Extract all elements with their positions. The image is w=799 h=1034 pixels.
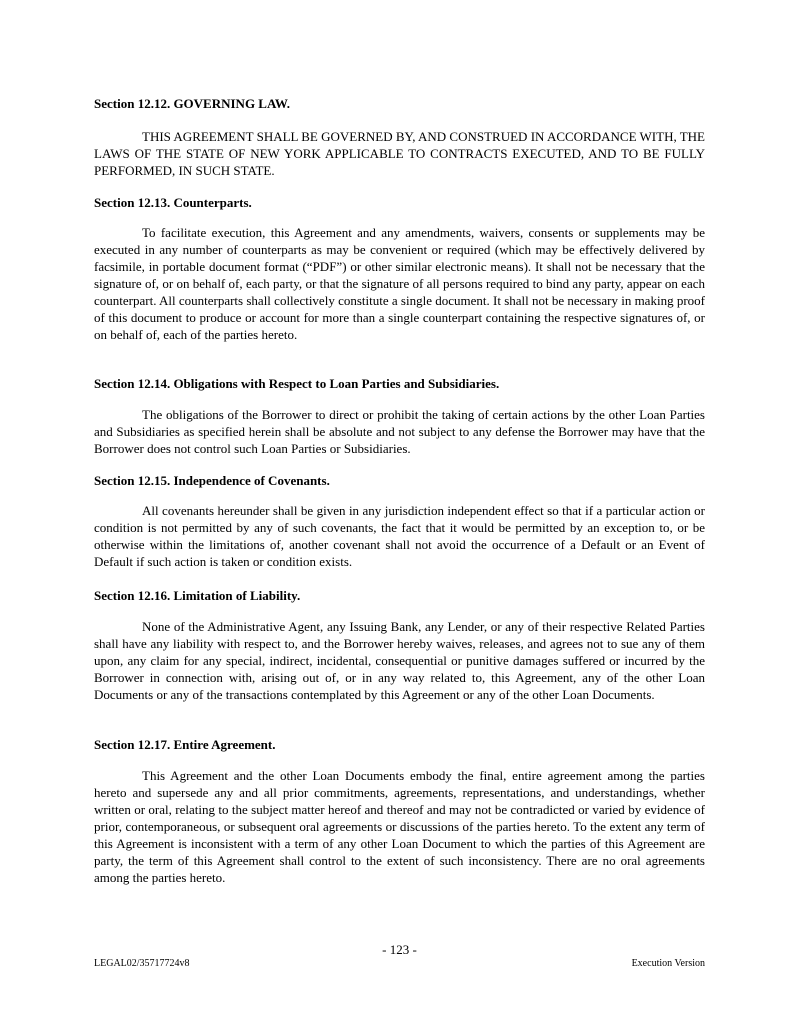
section-12-17-body: This Agreement and the other Loan Documents embody the final, entire agreement among the parties hereto and supersede any and all prior commitments, agreements, representations, and understandings, whether written or oral, relating to the subject matter hereof and thereof and may not be contradicted or varied by evidence of prior, contemporaneous, or subsequent oral agreements or discussions of the parties hereto. To the extent any term of this Agreement is inconsistent with a term of any other Loan Document to which the parties of this Agreement are party, the term of this Agreement shall control to the extent of such inconsistency. There are no oral agreements among the parties hereto. <box>94 768 705 885</box>
section-12-14-heading: Section 12.14. Obligations with Respect to Loan Parties and Subsidiaries. <box>94 376 500 391</box>
section-12-15-heading: Section 12.15. Independence of Covenants. <box>94 473 330 488</box>
section-12-16-body: None of the Administrative Agent, any Issuing Bank, any Lender, or any of their respective Related Parties shall have any liability with respect to, and the Borrower hereby waives, releases, and agrees not to sue any of them upon, any claim for any special, indirect, incidental, consequential or punitive damages suffered or incurred by the Borrower in connection with, arising out of, or in any way related to, this Agreement, any of the other Loan Documents or any of the transactions contemplated by this Agreement or any of the other Loan Documents. <box>94 619 705 702</box>
section-12-17-heading: Section 12.17. Entire Agreement. <box>94 737 276 752</box>
section-12-12-body: THIS AGREEMENT SHALL BE GOVERNED BY, AND CONSTRUED IN ACCORDANCE WITH, THE LAWS OF THE STATE OF NEW YORK APPLICABLE TO CONTRACTS EXECUTED, AND TO BE FULLY PERFORMED, IN SUCH STATE. <box>94 129 705 178</box>
section-12-13-heading: Section 12.13. Counterparts. <box>94 195 252 210</box>
page-number: - 123 - <box>382 942 417 957</box>
version-label: Execution Version <box>631 958 705 969</box>
document-id: LEGAL02/35717724v8 <box>94 958 190 969</box>
section-12-13-body: To facilitate execution, this Agreement and any amendments, waivers, consents or supplements may be executed in any number of counterparts as may be convenient or required (which may be effectively delivered by facsimile, in portable document format (“PDF”) or other similar electronic means). It shall not be necessary that the signature of, or on behalf of, each party, or that the signature of all persons required to bind any party, appear on each counterpart. All counterparts shall collectively constitute a single document. It shall not be necessary in making proof of this document to produce or account for more than a single counterpart containing the respective signatures of, or on behalf of, each of the parties hereto. <box>94 225 705 342</box>
section-12-16-heading: Section 12.16. Limitation of Liability. <box>94 588 301 603</box>
section-12-12-heading: Section 12.12. GOVERNING LAW. <box>94 96 290 111</box>
section-12-15-body: All covenants hereunder shall be given in any jurisdiction independent effect so that if a particular action or condition is not permitted by any of such covenants, the fact that it would be permitted by an exception to, or be otherwise within the limitations of, another covenant shall not avoid the occurrence of a Default or an Event of Default if such action is taken or condition exists. <box>94 503 705 569</box>
section-12-14-body: The obligations of the Borrower to direct or prohibit the taking of certain actions by the other Loan Parties and Subsidiaries as specified herein shall be absolute and not subject to any defense the Borrower may have that the Borrower does not control such Loan Parties or Subsidiaries. <box>94 407 705 456</box>
